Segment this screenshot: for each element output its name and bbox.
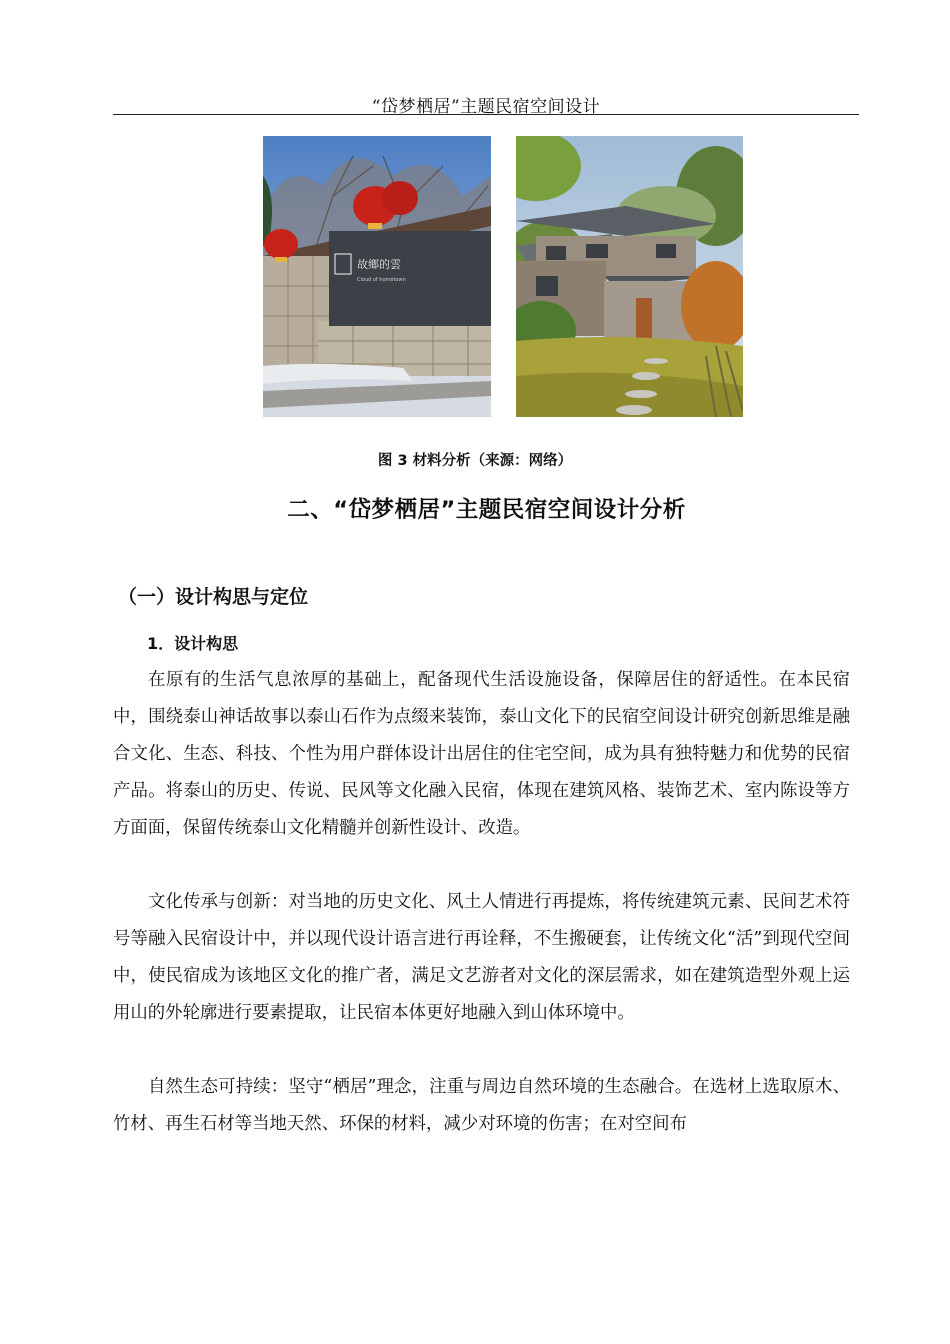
item-heading: 1．设计构思 xyxy=(147,634,239,653)
signboard-photo xyxy=(263,136,491,417)
body-paragraph: 在原有的生活气息浓厚的基础上，配备现代生活设施设备，保障居住的舒适性。在本民宿中，围绕泰山神话故事以泰山石作为点缀来装饰，泰山文化下的民宿空间设计研究创新思维是融合文化、生态、科技、个性为用户群体设计出居住的住宅空间，成为具有独特魅力和优势的民宿产品。将泰山的历史、传说、民风等文化融入民宿，体现在建筑风格、装饰艺术、室内陈设等方方面面，保留传统泰山文化精髓并创新性设计、改造。 xyxy=(113,670,850,838)
body-paragraph: 文化传承与创新：对当地的历史文化、风土人情进行再提炼，将传统建筑元素、民间艺术符号等融入民宿设计中，并以现代设计语言进行再诠释，不生搬硬套，让传统文化“活”到现代空间中，使民宿成为该地区文化的推广者，满足文艺游者对文化的深层需求，如在建筑造型外观上运用山的外轮廓进行要素提取，让民宿本体更好地融入到山体环境中。 xyxy=(113,892,850,1023)
running-header: “岱梦栖居”主题民宿空间设计 xyxy=(371,97,601,117)
header-rule xyxy=(113,114,859,115)
subsection-heading: （一）设计构思与定位 xyxy=(118,586,309,608)
sign-subtext: Cloud of hometown xyxy=(357,277,406,283)
section-heading: 二、“岱梦栖居”主题民宿空间设计分析 xyxy=(287,497,686,523)
figure-caption: 图 3 材料分析（来源：网络） xyxy=(377,453,573,469)
body-paragraph: 自然生态可持续：坚守“栖居”理念，注重与周边自然环境的生态融合。在选材上选取原木、竹材、再生石材等当地天然、环保的材料，减少对环境的伤害；在对空间布 xyxy=(113,1077,850,1134)
village-photo xyxy=(516,136,743,417)
sign-text: 故鄉的雲 xyxy=(357,258,401,271)
